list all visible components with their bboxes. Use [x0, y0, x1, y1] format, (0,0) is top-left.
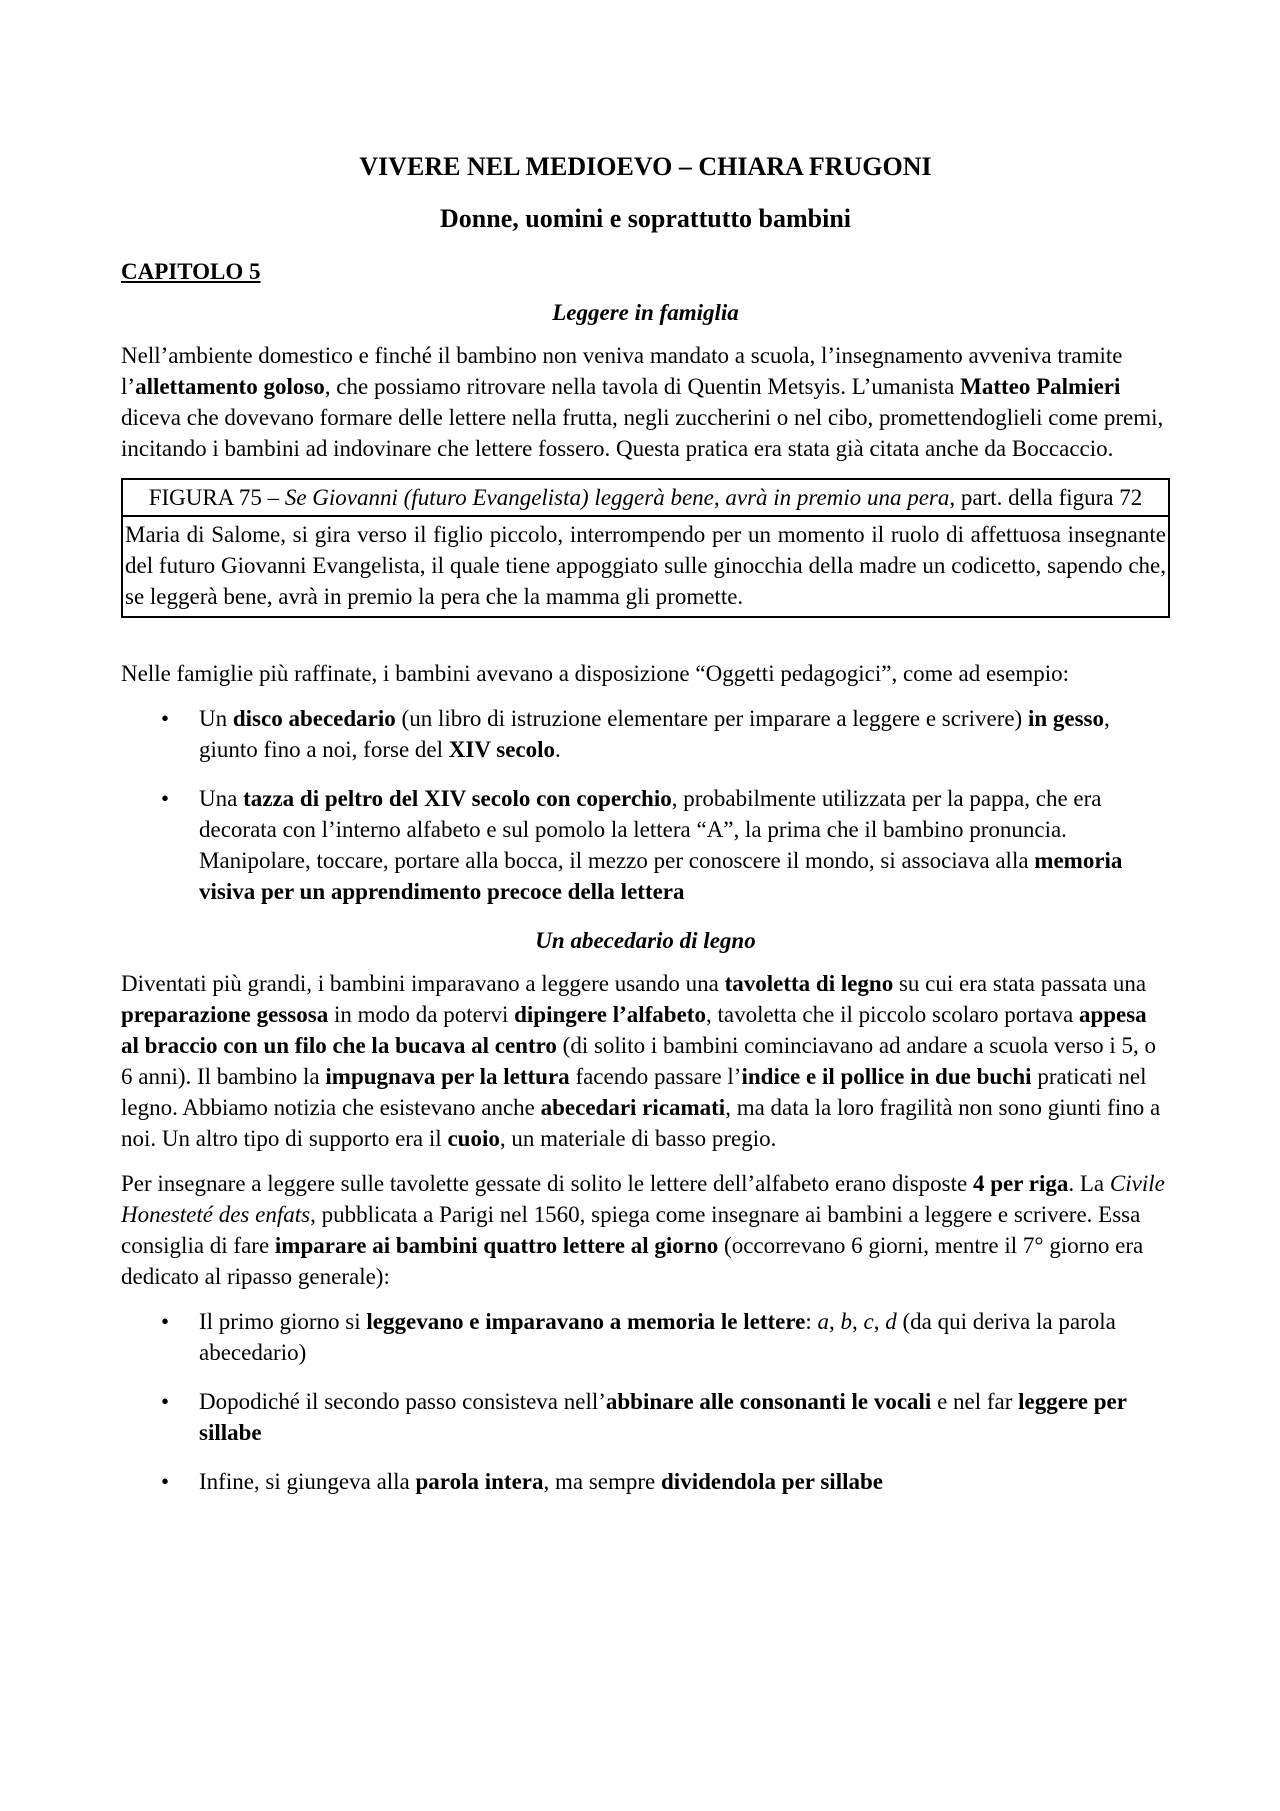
list-item: • Il primo giorno si leggevano e imparavano a memoria le lettere: a, b, c, d (da qui deriva la parola abecedario) [121, 1306, 1170, 1368]
bullet-icon: • [161, 786, 170, 811]
list-item: • Infine, si giungeva alla parola intera, ma sempre dividendola per sillabe [121, 1466, 1170, 1497]
figure-caption: FIGURA 75 – Se Giovanni (futuro Evangelista) leggerà bene, avrà in premio una pera, part. della figura 72 [123, 480, 1168, 517]
list-giorni-apprendimento [121, 1306, 1170, 1497]
paragraph-abecedario-di-legno: Diventati più grandi, i bambini imparavano a leggere usando una tavoletta di legno su cui era stata passata una preparazione gessosa in modo da potervi dipingere l’alfabeto, tavoletta che il piccolo scolaro portava appesa al braccio con un filo che la bucava al centro (di solito i bambini cominciavano ad andare a scuola verso i 5, o 6 anni). Il bambino la impugnava per la lettura facendo passare l’indice e il pollice in due buchi praticati nel legno. Abbiamo notizia che esistevano anche abecedari ricamati, ma data la loro fragilità non sono giunti fino a noi. Un altro tipo di supporto era il cuoio, un materiale di basso pregio. [121, 971, 1161, 1151]
list-item: • Una tazza di peltro del XIV secolo con coperchio, probabilmente utilizzata per la pappa, che era decorata con l’interno alfabeto e sul pomolo la lettera “A”, la prima che il bambino pronuncia. Manipolare, toccare, portare alla bocca, il mezzo per conoscere il mondo, si associava alla memoria visiva per un apprendimento precoce della lettera [121, 783, 1170, 907]
list-item: • Dopodiché il secondo passo consisteva nell’abbinare alle consonanti le vocali e nel far leggere per sillabe [121, 1386, 1170, 1448]
document-title: VIVERE NEL MEDIOEVO – CHIARA FRUGONI [359, 152, 932, 181]
figure-75-box [121, 478, 1170, 618]
bullet-icon: • [161, 1309, 170, 1334]
chapter-heading: CAPITOLO 5 [121, 259, 261, 284]
section-heading-abecedario-di-legno: Un abecedario di legno [535, 928, 756, 953]
paragraph-leggere-in-famiglia: Nell’ambiente domestico e finché il bambino non veniva mandato a scuola, l’insegnamento avveniva tramite l’allettamento goloso, che possiamo ritrovare nella tavola di Quentin Metsyis. L’umanista Matteo Palmieri diceva che dovevano formare delle lettere nella frutta, negli zuccherini o nel cibo, promettendoglieli come premi, incitando i bambini ad indovinare che lettere fossero. Questa pratica era stata già citata anche da Boccaccio. [121, 343, 1164, 461]
list-oggetti-pedagogici [121, 703, 1170, 907]
bullet-icon: • [161, 1469, 170, 1494]
figure-description: Maria di Salome, si gira verso il figlio piccolo, interrompendo per un momento il ruolo di affettuosa insegnante del futuro Giovanni Evangelista, il quale tiene appoggiato sulle ginocchia della madre un codicetto, sapendo che, se leggerà bene, avrà in premio la pera che la mamma gli promette. [125, 522, 1166, 609]
document-subtitle: Donne, uomini e soprattutto bambini [440, 204, 851, 233]
paragraph-tavolette-gessate: Per insegnare a leggere sulle tavolette gessate di solito le lettere dell’alfabeto erano disposte 4 per riga. La Civile Honesteté des enfats, pubblicata a Parigi nel 1560, spiega come insegnare ai bambini a leggere e scrivere. Essa consiglia di fare imparare ai bambini quattro lettere al giorno (occorrevano 6 giorni, mentre il 7° giorno era dedicato al ripasso generale): [121, 1171, 1165, 1289]
bullet-icon: • [161, 706, 170, 731]
bullet-icon: • [161, 1389, 170, 1414]
paragraph-oggetti-pedagogici: Nelle famiglie più raffinate, i bambini avevano a disposizione “Oggetti pedagogici”, come ad esempio: [121, 661, 1070, 686]
section-heading-leggere-in-famiglia: Leggere in famiglia [552, 300, 739, 325]
list-item: • Un disco abecedario (un libro di istruzione elementare per imparare a leggere e scrivere) in gesso, giunto fino a noi, forse del XIV secolo. [121, 703, 1170, 765]
